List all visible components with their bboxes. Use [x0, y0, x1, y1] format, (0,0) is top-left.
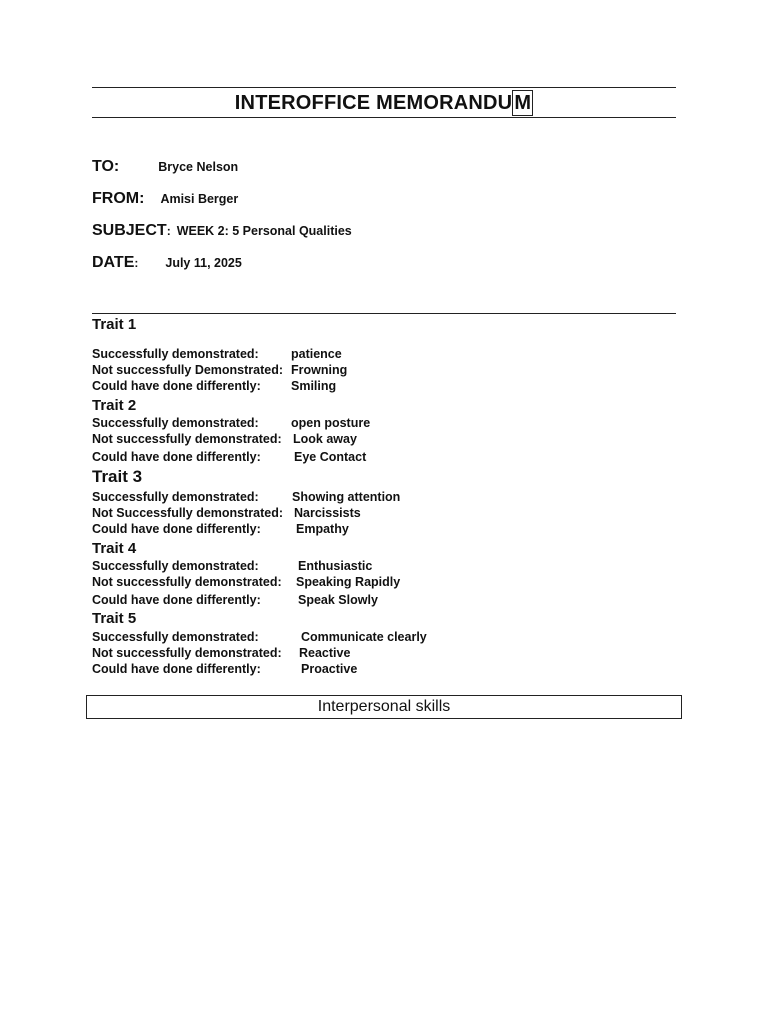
date-line	[92, 254, 242, 272]
trait-row-value: Empathy	[296, 522, 349, 536]
subject-line	[92, 222, 352, 240]
trait-row-label: Successfully demonstrated:	[92, 416, 259, 430]
interpersonal-skills-box	[86, 695, 682, 719]
title-bottom-rule	[92, 117, 676, 118]
trait-row-label: Successfully demonstrated:	[92, 630, 259, 644]
memo-title-main: INTEROFFICE MEMORANDU	[234, 91, 513, 114]
subject-colon: :	[166, 224, 171, 238]
trait-row-value: Frowning	[291, 363, 348, 377]
trait-2-title: Trait 2	[92, 397, 137, 414]
trait-row-label: Could have done differently:	[92, 662, 261, 676]
trait-row-value: Eye Contact	[294, 450, 367, 464]
trait-1-title: Trait 1	[92, 316, 137, 333]
from-line	[92, 190, 238, 208]
trait-row-value: Reactive	[299, 646, 351, 660]
trait-row-label: Not successfully Demonstrated:	[92, 363, 284, 377]
trait-row-value: Proactive	[301, 662, 358, 676]
trait-row-label: Not successfully demonstrated:	[92, 575, 282, 589]
trait-row-label: Could have done differently:	[92, 450, 261, 464]
memo-title	[92, 88, 676, 117]
trait-row-label: Successfully demonstrated:	[92, 347, 259, 361]
date-label: DATE	[92, 254, 135, 271]
trait-row-value: patience	[291, 347, 342, 361]
trait-row-value: Communicate clearly	[301, 630, 427, 644]
trait-row-label: Successfully demonstrated:	[92, 559, 259, 573]
trait-3-title: Trait 3	[92, 467, 143, 486]
trait-row-value: open posture	[291, 416, 371, 430]
trait-row-label: Could have done differently:	[92, 593, 261, 607]
trait-row-label: Could have done differently:	[92, 522, 261, 536]
date-colon: :	[134, 256, 139, 270]
trait-row-value: Showing attention	[292, 490, 401, 504]
date-value: July 11, 2025	[165, 256, 242, 270]
trait-row-value: Narcissists	[294, 506, 361, 520]
trait-4-title: Trait 4	[92, 540, 137, 557]
trait-row-label: Not successfully demonstrated:	[92, 432, 282, 446]
subject-label: SUBJECT	[92, 222, 167, 239]
trait-5-title: Trait 5	[92, 610, 137, 627]
interpersonal-skills-label: Interpersonal skills	[317, 698, 451, 715]
trait-row-value: Speak Slowly	[298, 593, 378, 607]
to-label: TO:	[92, 158, 120, 175]
to-value: Bryce Nelson	[158, 160, 239, 174]
memo-title-text	[235, 90, 533, 116]
trait-row-label: Successfully demonstrated:	[92, 490, 259, 504]
header-separator-rule	[92, 313, 676, 314]
trait-row-value: Speaking Rapidly	[296, 575, 401, 589]
from-value: Amisi Berger	[160, 192, 239, 206]
from-label: FROM:	[92, 190, 145, 207]
trait-row-label: Not Successfully demonstrated:	[92, 506, 284, 520]
trait-row-value: Smiling	[291, 379, 337, 393]
trait-row-label: Not successfully demonstrated:	[92, 646, 282, 660]
memo-title-last-letter-box: M	[514, 91, 532, 114]
trait-row-value: Look away	[293, 432, 357, 446]
trait-row-label: Could have done differently:	[92, 379, 261, 393]
subject-value: WEEK 2: 5 Personal Qualities	[176, 224, 352, 238]
trait-row-value: Enthusiastic	[298, 559, 373, 573]
to-line	[92, 158, 238, 176]
